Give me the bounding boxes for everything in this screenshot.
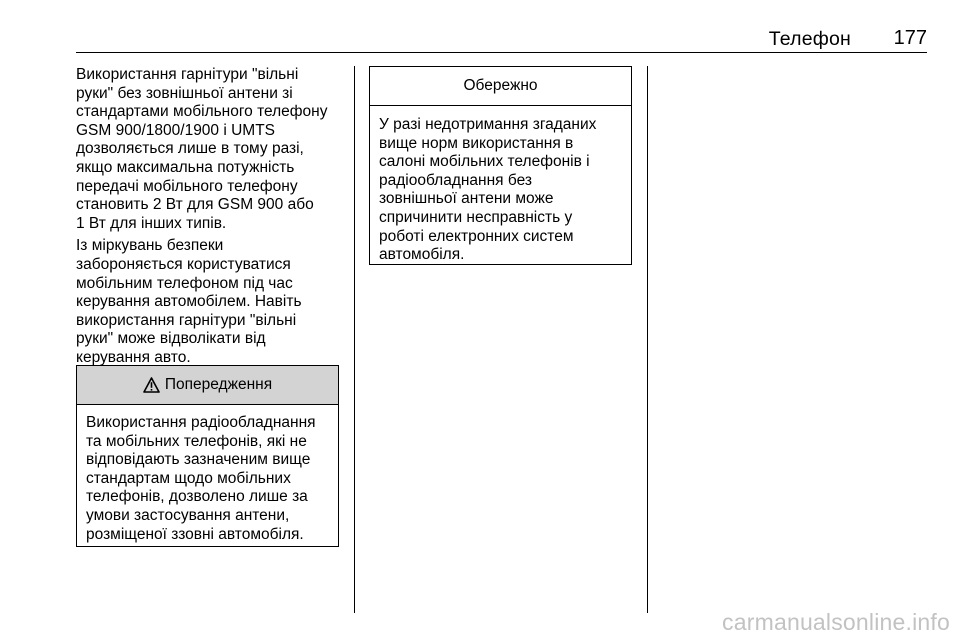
text-line: якщо максимальна потужність: [76, 158, 295, 176]
text-line: руки" без зовнішньої антени зі: [76, 84, 293, 102]
text-line: використання гарнітури "вільні: [76, 311, 297, 329]
text-line: вище норм використання в: [379, 134, 574, 152]
text-line: салоні мобільних телефонів і: [379, 153, 590, 171]
paragraph-hands-free-antenna: [76, 66, 348, 233]
caution-body: [370, 106, 631, 265]
warning-box: [76, 365, 339, 547]
text-line: забороняється користуватися: [76, 255, 291, 273]
text-line: Використання гарнітури "вільні: [76, 66, 299, 83]
text-line: Використання радіообладнання: [86, 414, 316, 431]
text-line: роботі електронних систем: [379, 227, 574, 245]
warning-title: Попередження: [164, 376, 273, 393]
text-line: відповідають зазначеним вище: [86, 451, 311, 469]
text-line: GSM 900/1800/1900 і UMTS: [76, 121, 276, 139]
text-line: та мобільних телефонів, які не: [86, 432, 307, 450]
text-line: керування авто.: [76, 348, 191, 366]
warning-triangle-icon: [143, 377, 160, 393]
text-line: Із міркувань безпеки: [76, 237, 224, 255]
watermark: carmanualsonline.info: [722, 609, 950, 635]
text-line: зовнішньої антени може: [379, 190, 554, 208]
warning-body: [77, 405, 338, 544]
text-line: мобільним телефоном під час: [76, 274, 293, 292]
page-header: [76, 26, 927, 53]
header-title: Телефон: [768, 28, 851, 50]
caution-header: [370, 67, 631, 106]
paragraph-safety: [76, 237, 348, 367]
text-line: спричинити несправність у: [379, 208, 573, 226]
caution-title: Обережно: [463, 77, 538, 94]
caution-box: [369, 66, 632, 265]
text-line: автомобіля.: [379, 246, 465, 264]
text-line: керування автомобілем. Навіть: [76, 293, 302, 311]
column-divider-right: [647, 66, 648, 613]
column-divider-left: [354, 66, 355, 613]
column-left: [76, 66, 348, 368]
text-line: умови застосування антени,: [86, 506, 290, 524]
text-line: 1 Вт для інших типів.: [76, 214, 227, 232]
text-line: передачі мобільного телефону: [76, 177, 298, 195]
text-line: руки" може відволікати від: [76, 330, 266, 348]
text-line: дозволяється лише в тому разі,: [76, 140, 304, 158]
text-line: стандартам щодо мобільних: [86, 469, 291, 487]
page-number: 177: [893, 27, 927, 49]
warning-header: [77, 366, 338, 405]
text-line: радіообладнання без: [379, 171, 532, 189]
text-line: телефонів, дозволено лише за: [86, 488, 308, 506]
text-line: розміщеної ззовні автомобіля.: [86, 525, 304, 543]
text-line: становить 2 Вт для GSM 900 або: [76, 196, 314, 214]
text-line: У разі недотримання згаданих: [379, 116, 597, 133]
text-line: стандартами мобільного телефону: [76, 103, 328, 121]
